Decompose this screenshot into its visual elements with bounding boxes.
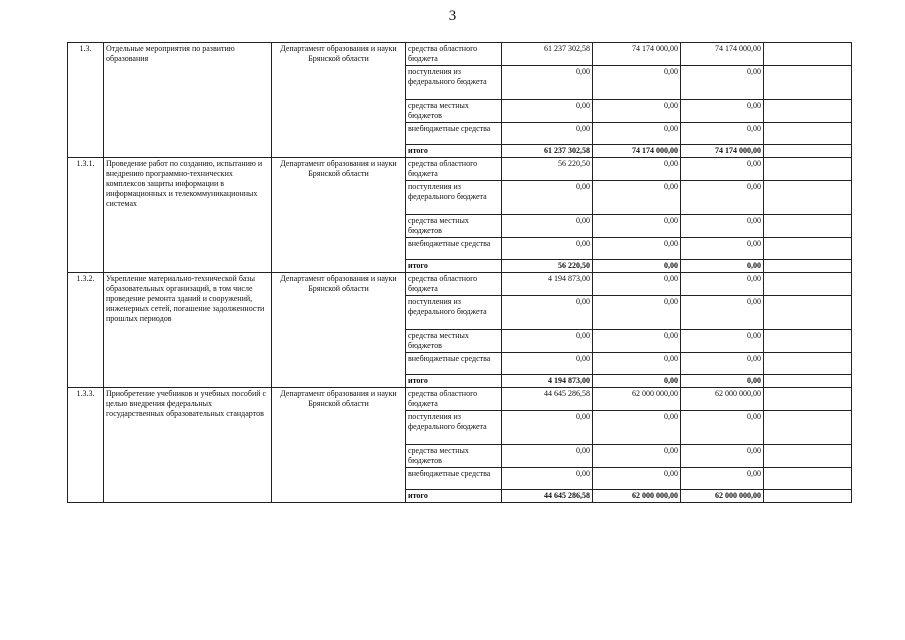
- amount-year-3: 62 000 000,00: [681, 490, 764, 503]
- section-department: Департамент образования и науки Брянской области: [272, 43, 406, 158]
- funding-source: средства местных бюджетов: [406, 445, 502, 468]
- amount-year-3: 0,00: [681, 375, 764, 388]
- empty-cell: [764, 66, 852, 100]
- amount-year-1: 56 220,50: [502, 260, 593, 273]
- section-code: 1.3.2.: [68, 273, 104, 388]
- empty-cell: [764, 330, 852, 353]
- empty-cell: [764, 375, 852, 388]
- empty-cell: [764, 43, 852, 66]
- section-code: 1.3.1.: [68, 158, 104, 273]
- amount-year-2: 0,00: [593, 260, 681, 273]
- empty-cell: [764, 445, 852, 468]
- funding-source: итого: [406, 260, 502, 273]
- empty-cell: [764, 468, 852, 490]
- section-name: Укрепление материально-технической базы образовательных организаций, в том числе проведение ремонта зданий и сооружений, инженерных сетей, погашение задолженности прошлых периодов: [104, 273, 272, 388]
- amount-year-3: 0,00: [681, 238, 764, 260]
- amount-year-3: 0,00: [681, 181, 764, 215]
- funding-source: средства областного бюджета: [406, 388, 502, 411]
- section-code: 1.3.3.: [68, 388, 104, 503]
- amount-year-1: 44 645 286,58: [502, 490, 593, 503]
- funding-source: средства областного бюджета: [406, 43, 502, 66]
- funding-source: итого: [406, 145, 502, 158]
- amount-year-1: 4 194 873,00: [502, 375, 593, 388]
- funding-source: средства областного бюджета: [406, 158, 502, 181]
- amount-year-1: 44 645 286,58: [502, 388, 593, 411]
- empty-cell: [764, 181, 852, 215]
- amount-year-3: 0,00: [681, 123, 764, 145]
- amount-year-3: 0,00: [681, 215, 764, 238]
- amount-year-2: 74 174 000,00: [593, 145, 681, 158]
- amount-year-1: 0,00: [502, 238, 593, 260]
- funding-source: поступления из федерального бюджета: [406, 411, 502, 445]
- amount-year-3: 0,00: [681, 411, 764, 445]
- funding-source: поступления из федерального бюджета: [406, 181, 502, 215]
- section-department: Департамент образования и науки Брянской области: [272, 388, 406, 503]
- amount-year-2: 0,00: [593, 238, 681, 260]
- funding-source: поступления из федерального бюджета: [406, 66, 502, 100]
- funding-source: внебюджетные средства: [406, 238, 502, 260]
- funding-source: итого: [406, 490, 502, 503]
- amount-year-2: 0,00: [593, 158, 681, 181]
- amount-year-2: 0,00: [593, 445, 681, 468]
- amount-year-1: 61 237 302,58: [502, 145, 593, 158]
- empty-cell: [764, 411, 852, 445]
- amount-year-1: 0,00: [502, 215, 593, 238]
- amount-year-3: 0,00: [681, 100, 764, 123]
- amount-year-1: 0,00: [502, 468, 593, 490]
- empty-cell: [764, 388, 852, 411]
- empty-cell: [764, 145, 852, 158]
- amount-year-1: 61 237 302,58: [502, 43, 593, 66]
- amount-year-1: 0,00: [502, 353, 593, 375]
- empty-cell: [764, 215, 852, 238]
- section-name: Отдельные мероприятия по развитию образования: [104, 43, 272, 158]
- budget-table: [67, 42, 852, 503]
- amount-year-2: 62 000 000,00: [593, 490, 681, 503]
- amount-year-2: 62 000 000,00: [593, 388, 681, 411]
- funding-source: итого: [406, 375, 502, 388]
- amount-year-2: 0,00: [593, 100, 681, 123]
- empty-cell: [764, 100, 852, 123]
- funding-source: внебюджетные средства: [406, 123, 502, 145]
- empty-cell: [764, 123, 852, 145]
- amount-year-3: 0,00: [681, 273, 764, 296]
- amount-year-2: 0,00: [593, 273, 681, 296]
- empty-cell: [764, 158, 852, 181]
- amount-year-2: 0,00: [593, 353, 681, 375]
- amount-year-1: 0,00: [502, 296, 593, 330]
- section-name: Проведение работ по созданию, испытанию и внедрению программно-технических комплексов защиты информации в информационных и телекоммуникационных системах: [104, 158, 272, 273]
- table-row: [68, 158, 852, 181]
- table-row: [68, 388, 852, 411]
- amount-year-1: 0,00: [502, 123, 593, 145]
- amount-year-3: 0,00: [681, 353, 764, 375]
- amount-year-3: 0,00: [681, 158, 764, 181]
- amount-year-2: 74 174 000,00: [593, 43, 681, 66]
- amount-year-3: 62 000 000,00: [681, 388, 764, 411]
- funding-source: средства областного бюджета: [406, 273, 502, 296]
- amount-year-2: 0,00: [593, 330, 681, 353]
- table-body: [68, 43, 852, 503]
- funding-source: внебюджетные средства: [406, 468, 502, 490]
- amount-year-2: 0,00: [593, 468, 681, 490]
- amount-year-2: 0,00: [593, 411, 681, 445]
- amount-year-2: 0,00: [593, 181, 681, 215]
- funding-source: внебюджетные средства: [406, 353, 502, 375]
- amount-year-1: 0,00: [502, 445, 593, 468]
- empty-cell: [764, 238, 852, 260]
- section-department: Департамент образования и науки Брянской области: [272, 273, 406, 388]
- funding-source: средства местных бюджетов: [406, 215, 502, 238]
- amount-year-3: 0,00: [681, 260, 764, 273]
- amount-year-2: 0,00: [593, 123, 681, 145]
- section-name: Приобретение учебников и учебных пособий с целью внедрения федеральных государственных образовательных стандартов: [104, 388, 272, 503]
- page-number: 3: [448, 8, 457, 24]
- funding-source: поступления из федерального бюджета: [406, 296, 502, 330]
- funding-source: средства местных бюджетов: [406, 330, 502, 353]
- amount-year-3: 0,00: [681, 445, 764, 468]
- amount-year-3: 0,00: [681, 468, 764, 490]
- empty-cell: [764, 490, 852, 503]
- empty-cell: [764, 296, 852, 330]
- table-row: [68, 43, 852, 66]
- funding-source: средства местных бюджетов: [406, 100, 502, 123]
- amount-year-3: 0,00: [681, 66, 764, 100]
- amount-year-1: 0,00: [502, 66, 593, 100]
- section-code: 1.3.: [68, 43, 104, 158]
- empty-cell: [764, 260, 852, 273]
- table-row: [68, 273, 852, 296]
- amount-year-1: 56 220,50: [502, 158, 593, 181]
- amount-year-2: 0,00: [593, 66, 681, 100]
- amount-year-2: 0,00: [593, 296, 681, 330]
- amount-year-3: 0,00: [681, 330, 764, 353]
- amount-year-1: 4 194 873,00: [502, 273, 593, 296]
- amount-year-3: 0,00: [681, 296, 764, 330]
- amount-year-3: 74 174 000,00: [681, 145, 764, 158]
- amount-year-1: 0,00: [502, 330, 593, 353]
- amount-year-2: 0,00: [593, 215, 681, 238]
- amount-year-1: 0,00: [502, 411, 593, 445]
- amount-year-2: 0,00: [593, 375, 681, 388]
- amount-year-1: 0,00: [502, 100, 593, 123]
- empty-cell: [764, 353, 852, 375]
- empty-cell: [764, 273, 852, 296]
- amount-year-3: 74 174 000,00: [681, 43, 764, 66]
- section-department: Департамент образования и науки Брянской области: [272, 158, 406, 273]
- amount-year-1: 0,00: [502, 181, 593, 215]
